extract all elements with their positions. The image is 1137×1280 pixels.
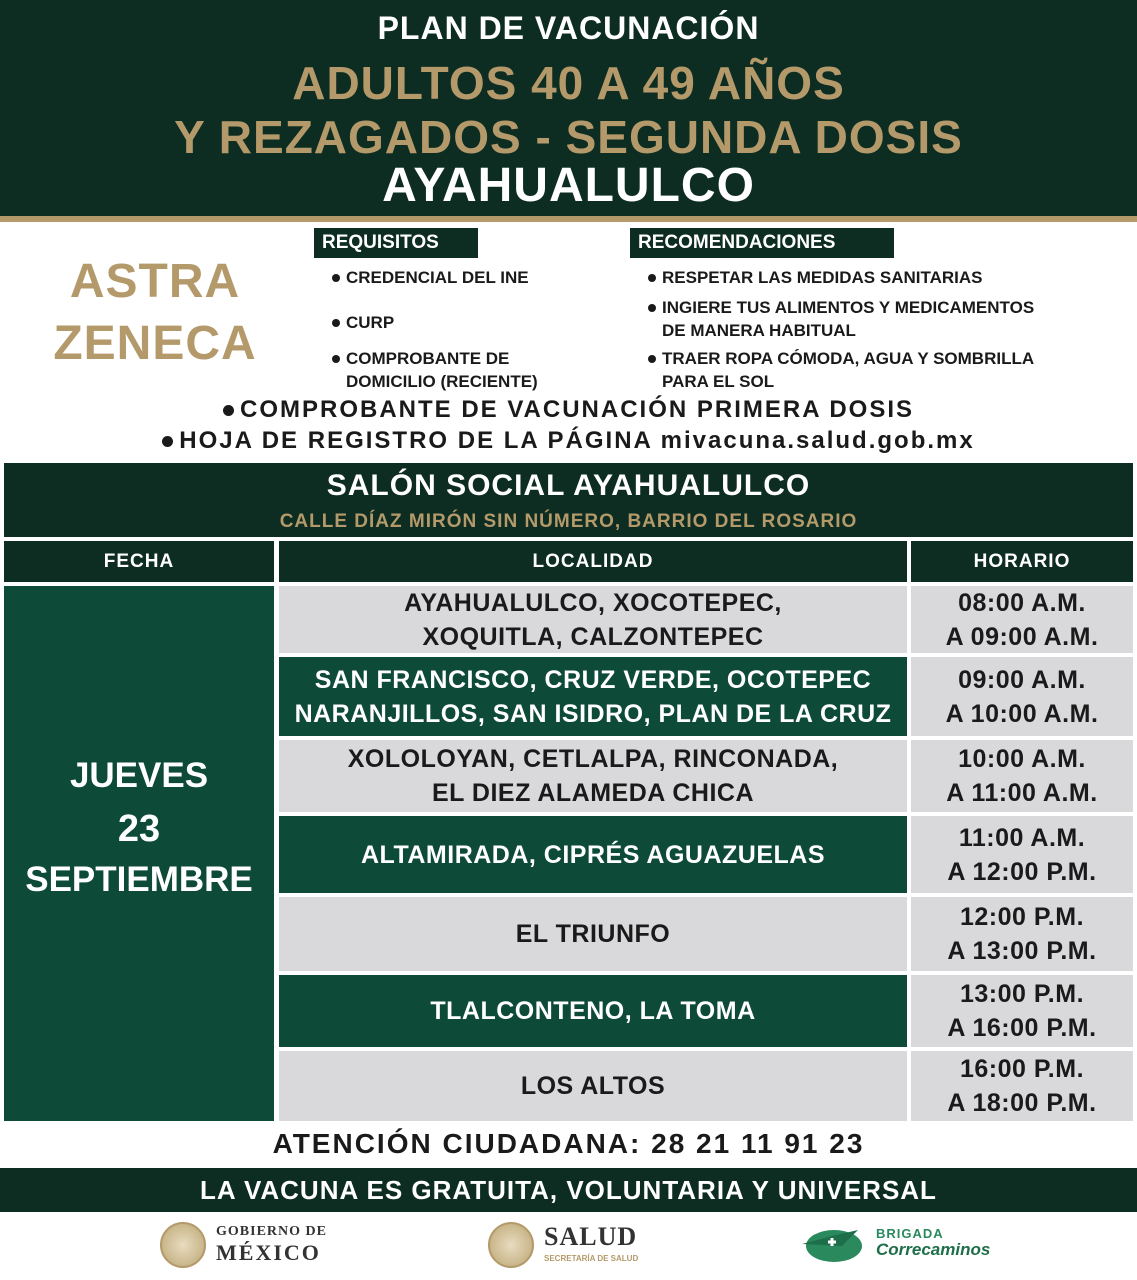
table-row [279,586,1133,653]
locality-line: NARANJILLOS, SAN ISIDRO, PLAN DE LA CRUZ [294,699,892,728]
time-to: A 11:00 A.M. [946,779,1098,807]
bullet-icon [162,436,173,447]
locality-cell [279,586,907,653]
locality-cell [279,657,907,736]
date-cell [4,586,274,1121]
brigada-logo-line-2: Correcaminos [876,1240,991,1259]
time-to: A 18:00 P.M. [947,1089,1097,1117]
footer-slogan: LA VACUNA ES GRATUITA, VOLUNTARIA Y UNIVERSAL [0,1168,1137,1212]
recomendacion-item: RESPETAR LAS MEDIDAS SANITARIAS [646,266,983,289]
table-row [279,657,1133,736]
time-to: A 10:00 A.M. [945,699,1099,728]
schedule-cell [911,586,1133,653]
time-to: A 13:00 P.M. [947,937,1097,965]
recomendaciones-heading: RECOMENDACIONES [630,228,894,258]
table-row [279,1051,1133,1121]
locality-line: XOLOLOYAN, CETLALPA, RINCONADA, [347,745,839,773]
locality-cell [279,816,907,893]
mexico-seal-icon [160,1222,206,1268]
roadrunner-icon [798,1222,868,1268]
bullet-icon [223,405,234,416]
table-row [279,740,1133,812]
locality-line: TLALCONTENO, LA TOMA [430,997,756,1025]
brigada-logo [798,1216,1018,1274]
plan-title: PLAN DE VACUNACIÓN [377,10,760,46]
venue-banner [4,463,1133,537]
locality-line: LOS ALTOS [520,1072,666,1100]
locality-line: EL DIEZ ALAMEDA CHICA [431,779,755,807]
salud-logo [488,1216,688,1274]
brigada-logo-line-1: BRIGADA [876,1226,944,1241]
recomendacion-item: INGIERE TUS ALIMENTOS Y MEDICAMENTOS [646,296,1034,319]
requisito-item: CREDENCIAL DEL INE [330,266,529,289]
extra-requirement-text: HOJA DE REGISTRO DE LA PÁGINA mivacuna.salud.gob.mx [179,427,975,454]
locality-line: SAN FRANCISCO, CRUZ VERDE, OCOTEPEC [314,665,872,694]
locality-line: AYAHUALULCO, XOCOTEPEC, [404,588,782,617]
locality-cell [279,1051,907,1121]
time-from: 08:00 A.M. [958,588,1086,617]
column-header-localidad: LOCALIDAD [279,541,907,582]
time-from: 11:00 A.M. [958,823,1086,852]
table-row [279,975,1133,1047]
audience-line-2: Y REZAGADOS - SEGUNDA DOSIS [174,111,963,163]
mexico-seal-icon [488,1222,534,1268]
recomendacion-continuation: PARA EL SOL [662,372,775,391]
extra-requirement [0,396,1137,424]
locality-line: XOQUITLA, CALZONTEPEC [422,622,764,651]
column-header-fecha: FECHA [4,541,274,582]
column-header-horario: HORARIO [911,541,1133,582]
schedule-cell [911,975,1133,1047]
vaccine-name-line-2: ZENECA [53,317,257,370]
requisitos-heading: REQUISITOS [314,228,478,258]
venue-name: SALÓN SOCIAL AYAHUALULCO [326,469,811,502]
time-to: A 09:00 A.M. [945,622,1099,651]
contact-phone: ATENCIÓN CIUDADANA: 28 21 11 91 23 [272,1128,865,1159]
time-from: 10:00 A.M. [958,745,1086,773]
locality-cell [279,975,907,1047]
header-banner [0,0,1137,218]
time-from: 09:00 A.M. [958,665,1086,694]
location-title: AYAHUALULCO [382,159,755,212]
gobierno-logo-line-2: MÉXICO [216,1240,321,1265]
gobierno-logo-line-1: GOBIERNO DE [216,1224,327,1239]
locality-cell [279,740,907,812]
venue-address: CALLE DÍAZ MIRÓN SIN NÚMERO, BARRIO DEL ROSARIO [279,511,858,532]
schedule-cell [911,657,1133,736]
salud-logo-line-2: SECRETARÍA DE SALUD [544,1254,639,1263]
locality-line: ALTAMIRADA, CIPRÉS AGUAZUELAS [360,840,826,869]
requisito-item: CURP [330,311,394,334]
time-from: 16:00 P.M. [959,1055,1085,1083]
table-row [279,816,1133,893]
recomendacion-item: TRAER ROPA CÓMODA, AGUA Y SOMBRILLA [646,347,1034,370]
time-from: 12:00 P.M. [959,903,1085,931]
time-from: 13:00 P.M. [959,980,1085,1008]
time-to: A 16:00 P.M. [947,1014,1097,1042]
extra-requirement-text: COMPROBANTE DE VACUNACIÓN PRIMERA DOSIS [239,396,915,423]
requisito-item-continued [330,370,538,393]
date-weekday: JUEVES [69,756,209,795]
extra-requirement [0,427,1137,455]
vaccine-name-line-1: ASTRA [69,255,241,308]
locality-cell [279,897,907,971]
date-day-number: 23 [117,808,161,850]
schedule-cell [911,897,1133,971]
requisito-continuation-text: DOMICILIO (RECIENTE) [346,372,538,391]
schedule-cell [911,816,1133,893]
locality-line: EL TRIUNFO [515,920,671,948]
schedule-cell [911,1051,1133,1121]
time-to: A 12:00 P.M. [947,857,1097,886]
header-divider [0,216,1137,222]
gobierno-logo [160,1216,360,1274]
requisito-item: COMPROBANTE DE [330,347,509,370]
schedule-cell [911,740,1133,812]
salud-logo-line-1: SALUD [544,1222,638,1251]
date-month: SEPTIEMBRE [25,860,253,899]
audience-line-1: ADULTOS 40 A 49 AÑOS [292,57,845,109]
table-row [279,897,1133,971]
recomendacion-continuation: DE MANERA HABITUAL [662,321,856,340]
